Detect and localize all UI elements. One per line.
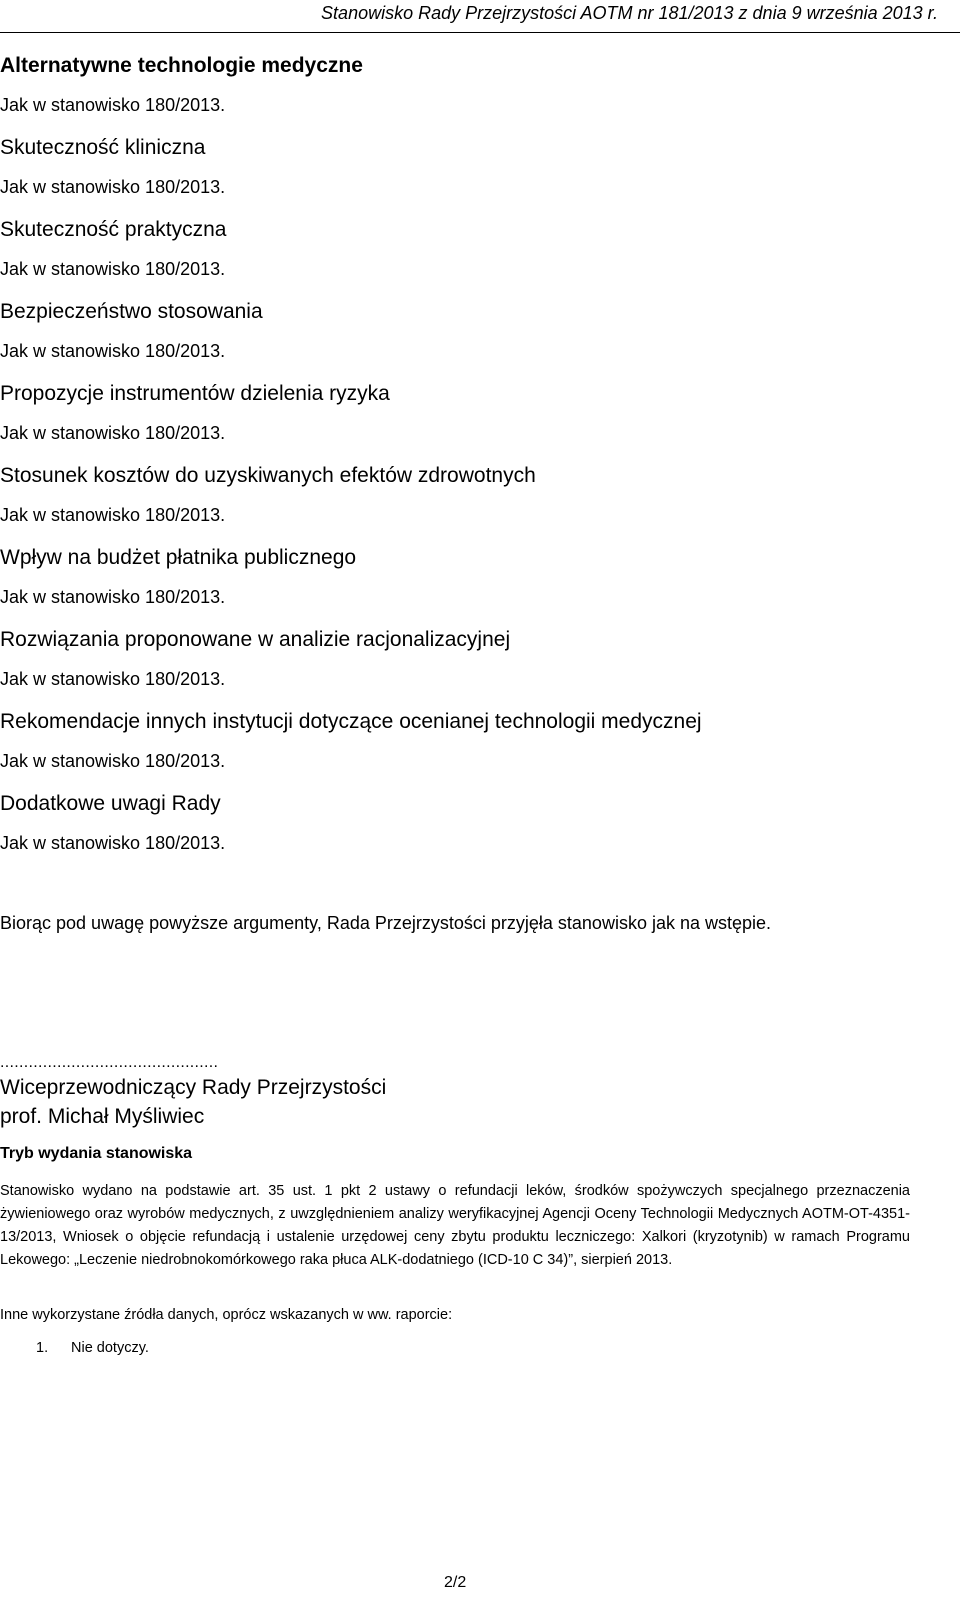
list-item-text: Nie dotyczy. [71, 1340, 149, 1356]
page-number: 2/2 [444, 1574, 467, 1591]
section-heading: Skuteczność kliniczna [0, 136, 206, 159]
section-text: Jak w stanowisko 180/2013. [0, 177, 226, 197]
section-heading: Rozwiązania proponowane w analizie racjonalizacyjnej [0, 628, 511, 651]
section-cost-effectiveness [0, 464, 940, 546]
section-additional-remarks [0, 792, 940, 874]
section-heading: Dodatkowe uwagi Rady [0, 792, 221, 815]
section-alternative-technologies [0, 54, 940, 136]
section-text: Jak w stanowisko 180/2013. [0, 423, 226, 443]
section-clinical-efficacy [0, 136, 940, 218]
section-other-recommendations [0, 710, 940, 792]
section-heading: Alternatywne technologie medyczne [0, 54, 363, 77]
section-text: Jak w stanowisko 180/2013. [0, 259, 226, 279]
section-heading: Propozycje instrumentów dzielenia ryzyka [0, 382, 390, 405]
section-heading: Bezpieczeństwo stosowania [0, 300, 263, 323]
document-header-title: Stanowisko Rady Przejrzystości AOTM nr 181/2013 z dnia 9 września 2013 r. [321, 3, 938, 23]
list-item [36, 1340, 149, 1356]
issue-mode-text: Stanowisko wydano na podstawie art. 35 ust. 1 pkt 2 ustawy o refundacji leków, środków spożywczych specjalnego przeznaczenia żywieniowego oraz wyrobów medycznych, z uwzględnieniem analizy weryfikacyjnej Agencji Oceny Technologii Medycznych AOTM-OT-4351-13/2013, Wniosek o objęcie refundacją i ustalenie urzędowej ceny zbytu produktu leczniczego: Xalkori (kryzotynib) w ramach Programu Lekowego: „Leczenie niedrobnokomórkowego raka płuca ALK-dodatniego (ICD-10 C 34)”, sierpień 2013. [0, 1183, 910, 1268]
section-safety [0, 300, 940, 382]
list-item-number: 1. [36, 1340, 49, 1356]
signatory-name: prof. Michał Myśliwiec [0, 1105, 205, 1128]
section-heading: Stosunek kosztów do uzyskiwanych efektów zdrowotnych [0, 464, 536, 487]
section-text: Jak w stanowisko 180/2013. [0, 751, 226, 771]
section-budget-impact [0, 546, 940, 628]
section-text: Jak w stanowisko 180/2013. [0, 505, 226, 525]
header-divider [0, 32, 960, 33]
section-text: Jak w stanowisko 180/2013. [0, 669, 226, 689]
sources-label: Inne wykorzystane źródła danych, oprócz wskazanych w ww. raporcie: [0, 1307, 453, 1323]
section-heading: Wpływ na budżet płatnika publicznego [0, 546, 357, 569]
conclusion-text: Biorąc pod uwagę powyższe argumenty, Rada Przejrzystości przyjęła stanowisko jak na wstępie. [0, 913, 772, 933]
section-heading: Skuteczność praktyczna [0, 218, 227, 241]
issue-mode-heading: Tryb wydania stanowiska [0, 1145, 193, 1162]
signature-line: .............................................. [0, 1054, 219, 1071]
sources-list [36, 1340, 149, 1356]
sections-list [0, 54, 940, 874]
section-heading: Rekomendacje innych instytucji dotyczące ocenianej technologii medycznej [0, 710, 702, 733]
section-text: Jak w stanowisko 180/2013. [0, 587, 226, 607]
signatory-role: Wiceprzewodniczący Rady Przejrzystości [0, 1076, 387, 1099]
section-text: Jak w stanowisko 180/2013. [0, 833, 226, 853]
section-practical-effectiveness [0, 218, 940, 300]
section-risk-sharing [0, 382, 940, 464]
section-rationalization [0, 628, 940, 710]
section-text: Jak w stanowisko 180/2013. [0, 341, 226, 361]
section-text: Jak w stanowisko 180/2013. [0, 95, 226, 115]
